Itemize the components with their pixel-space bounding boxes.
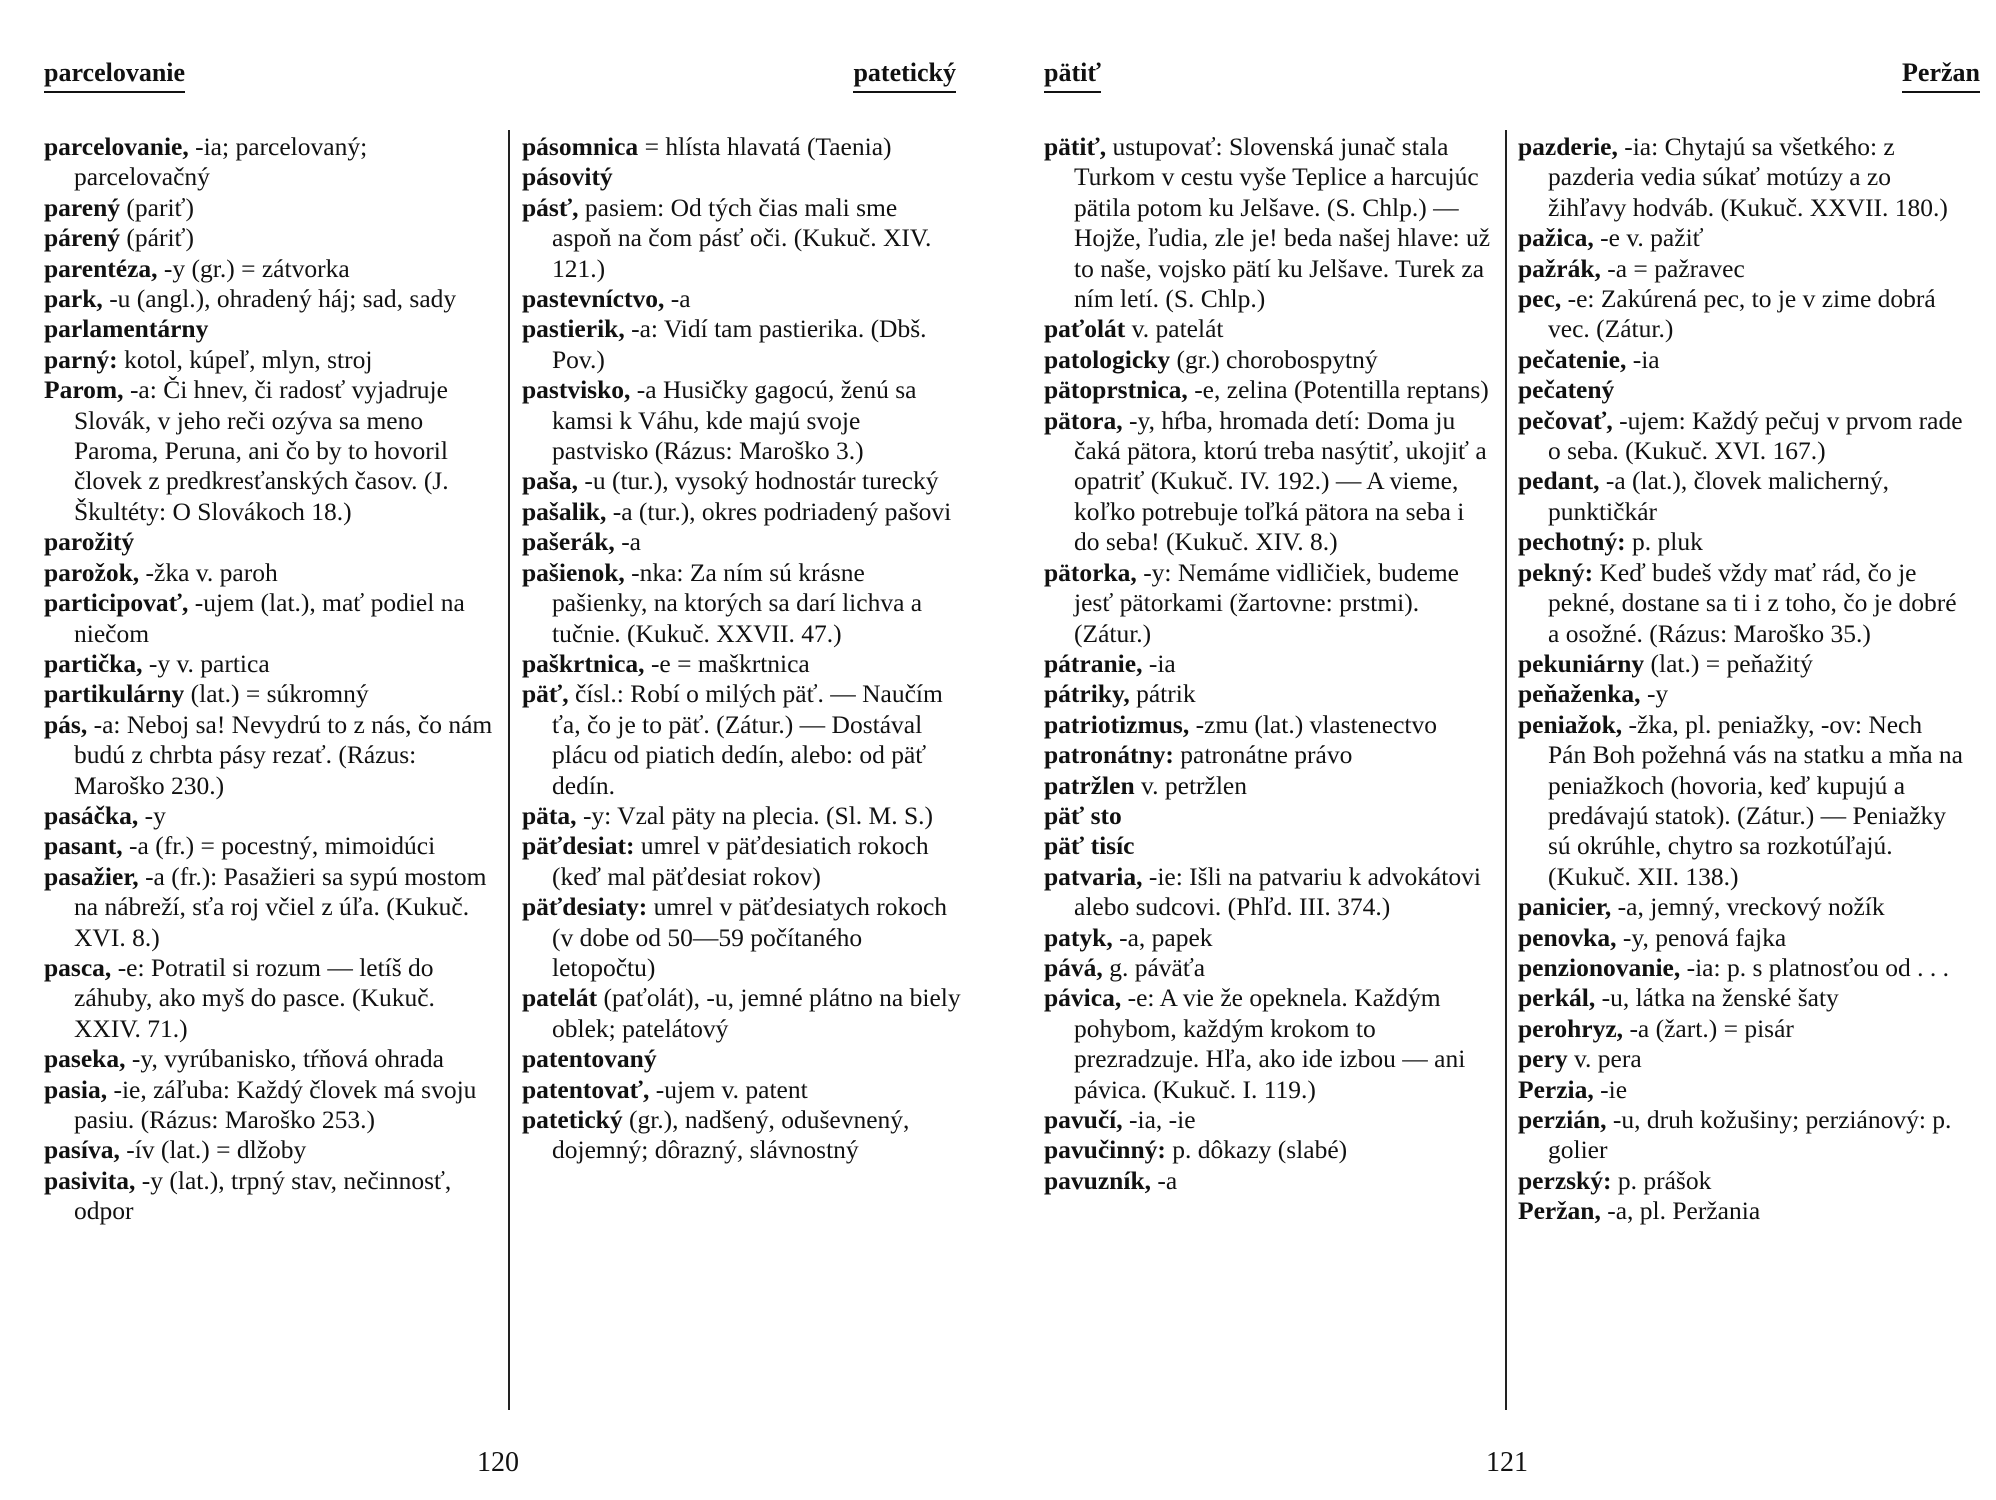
entry-headword: pechotný: [1518, 527, 1626, 557]
entry-definition: patronátne právo [1173, 740, 1353, 770]
entry-definition: -a (lat.), človek malicherný, punktičkár [1548, 466, 1890, 526]
entry-headword: pás, [44, 709, 88, 739]
entry-definition: -ia [1142, 648, 1176, 678]
dictionary-entry [522, 649, 962, 679]
entry-headword: pavučinný: [1044, 1135, 1166, 1165]
entry-definition: -a (fr.) = pocestný, mimoidúci [122, 831, 436, 861]
dictionary-entry [1518, 1044, 1964, 1074]
entry-headword: pašerák, [522, 527, 615, 557]
entry-headword: pátriky, [1044, 679, 1130, 709]
entry-headword: panicier, [1518, 892, 1612, 922]
dictionary-entry [44, 284, 496, 314]
dictionary-entry [44, 314, 496, 344]
entry-headword: pásť, [522, 192, 579, 222]
entry-headword: Peržan, [1518, 1196, 1601, 1226]
dictionary-entry [44, 679, 496, 709]
running-head-right: patetický [853, 58, 956, 93]
entry-headword: pekný: [1518, 557, 1594, 587]
entry-headword: Parom, [44, 375, 124, 405]
entry-definition: -nka: Za ním sú krásne pašienky, na ktorých sa darí lichva a tučnie. (Kukuč. XXVII. 47.) [552, 557, 923, 648]
dictionary-entry [44, 1044, 496, 1074]
entry-headword: pečovať, [1518, 405, 1613, 435]
entry-headword: pekuniárny [1518, 648, 1645, 678]
entry-headword: patržlen [1044, 770, 1135, 800]
entry-headword: pastevníctvo, [522, 284, 665, 314]
dictionary-entry [44, 223, 496, 253]
dictionary-entry [1518, 923, 1964, 953]
entry-definition: (pariť) [120, 192, 194, 222]
entry-definition: (gr.), nadšený, oduševnený, dojemný; dôrazný, slávnostný [552, 1105, 910, 1165]
entry-definition: -ia; parcelovaný; parcelovačný [74, 132, 368, 192]
entry-headword: pätora, [1044, 405, 1123, 435]
dictionary-entry [1044, 345, 1492, 375]
dictionary-entry [522, 983, 962, 1044]
entry-definition: (lat.) = súkromný [184, 679, 369, 709]
entry-definition: -a [614, 527, 641, 557]
dictionary-entry [1518, 1105, 1964, 1166]
entry-definition: umrel v päťdesiatych rokoch (v dobe od 50—59 počítaného letopočtu) [552, 892, 948, 982]
entry-definition: -a: Vidí tam pastierika. (Dbš. Pov.) [552, 314, 927, 374]
dictionary-entry [1518, 558, 1964, 649]
entry-headword: perkál, [1518, 983, 1596, 1013]
entry-headword: perzián, [1518, 1105, 1607, 1134]
entry-headword: pasáčka, [44, 800, 139, 830]
entry-headword: Perzia, [1518, 1074, 1594, 1104]
entry-definition: Keď budeš vždy mať rád, čo je pekné, dostane sa ti i z toho, čo je dobré a osožné. (Rázus: Maroško 35.) [1548, 557, 1957, 648]
dictionary-entry [1518, 649, 1964, 679]
entry-headword: pätiť, [1044, 132, 1107, 161]
entry-definition: -žka, pl. peniažky, -ov: Nech Pán Boh požehná vás na statku a mňa na peniažkoch (hovoria, keď kupujú a predávajú statok). (Zátur.) — Peniažky sú okrúhle, chytro sa rozkotúľajú. (Kukuč. XII. 138.) [1548, 709, 1963, 891]
right-page [1000, 0, 1996, 1500]
entry-definition: -ujem: Každý pečuj v prvom rade o seba. (Kukuč. XVI. 167.) [1548, 405, 1963, 466]
entry-headword: paša, [522, 466, 578, 496]
entry-headword: pašalik, [522, 496, 607, 526]
entry-definition: -e, zelina (Potentilla reptans) [1187, 375, 1489, 405]
entry-headword: pastierik, [522, 314, 625, 344]
dictionary-entry [44, 558, 496, 588]
entry-headword: pasca, [44, 952, 112, 982]
dictionary-entry [522, 1044, 962, 1074]
entry-definition: -e: Potratil si rozum — letíš do záhuby, ako myš do pasce. (Kukuč. XXIV. 71.) [74, 952, 435, 1043]
entry-headword: parený [44, 192, 121, 222]
dictionary-entry [1044, 710, 1492, 740]
dictionary-entry [522, 1105, 962, 1166]
entry-headword: pažrák, [1518, 253, 1601, 283]
dictionary-entry [1518, 375, 1964, 405]
entry-headword: párený [44, 223, 121, 253]
entry-definition: kotol, kúpeľ, mlyn, stroj [117, 344, 373, 374]
entry-headword: patentovaný [522, 1044, 657, 1074]
entry-headword: pávica, [1044, 983, 1122, 1013]
page-number: 121 [1486, 1447, 1528, 1478]
dictionary-entry [1518, 345, 1964, 375]
entry-definition: -a (fr.): Pasažieri sa sypú mostom na nábreží, sťa roj včiel z úľa. (Kukuč. XVI. 8.) [74, 861, 487, 952]
entry-definition: -y v. partica [142, 648, 270, 678]
entry-headword: pečatený [1518, 375, 1615, 405]
entry-definition: g. páväťa [1102, 952, 1206, 982]
entry-headword: parentéza, [44, 253, 158, 283]
dictionary-entry [44, 1135, 496, 1165]
entry-headword: park, [44, 284, 103, 314]
right-page-column-2 [1518, 132, 1964, 1227]
entry-definition: -e = maškrtnica [644, 648, 810, 678]
entry-headword: perohryz, [1518, 1013, 1624, 1043]
dictionary-entry [1518, 1196, 1964, 1226]
entry-headword: patyk, [1044, 922, 1113, 952]
dictionary-entry [522, 284, 962, 314]
entry-headword: pec, [1518, 284, 1562, 314]
entry-headword: parný: [44, 344, 118, 374]
entry-definition: (gr.) chorobospytný [1170, 344, 1378, 374]
dictionary-entry [44, 132, 496, 193]
entry-headword: pery [1518, 1044, 1568, 1074]
entry-definition: (lat.) = peňažitý [1644, 648, 1813, 678]
entry-definition: -ív (lat.) = dlžoby [119, 1135, 307, 1165]
entry-headword: patologicky [1044, 344, 1171, 374]
dictionary-entry [1518, 406, 1964, 467]
entry-headword: päť tisíc [1044, 831, 1135, 861]
entry-definition: -a (tur.), okres podriadený pašovi [606, 496, 952, 526]
entry-headword: pätorka, [1044, 557, 1137, 587]
entry-definition: čísl.: Robí o milých päť. — Naučím ťa, čo je to päť. (Zátur.) — Dostával plácu od piatich dedín, alebo: od päť dedín. [552, 679, 943, 800]
dictionary-entry [1518, 983, 1964, 1013]
entry-definition: -y: Nemáme vidličiek, budeme jesť pätorkami (žartovne: prstmi). (Zátur.) [1074, 557, 1459, 648]
entry-definition: umrel v päťdesiatich rokoch (keď mal päťdesiat rokov) [552, 831, 929, 891]
entry-definition: -ie, záľuba: Každý človek má svoju pasiu. (Rázus: Maroško 253.) [74, 1074, 477, 1134]
entry-definition: -ie: Išli na patvariu k advokátovi alebo sudcovi. (Phľd. III. 374.) [1074, 861, 1481, 922]
entry-headword: pažica, [1518, 223, 1594, 253]
dictionary-entry [522, 314, 962, 375]
dictionary-entry [1518, 527, 1964, 557]
dictionary-entry [44, 649, 496, 679]
left-page-column-2 [522, 132, 962, 1166]
entry-headword: parcelovanie, [44, 132, 189, 161]
entry-definition: -ia, -ie [1122, 1105, 1196, 1134]
dictionary-entry [44, 831, 496, 861]
entry-definition: -e: A vie že opeknela. Každým pohybom, každým krokom to prezradzuje. Hľa, ako ide izbou — ani pávica. (Kukuč. I. 119.) [1074, 983, 1466, 1104]
dictionary-entry [44, 710, 496, 801]
dictionary-entry [1044, 375, 1492, 405]
entry-definition: -y, vyrúbanisko, tŕňová ohrada [125, 1044, 444, 1074]
entry-definition: -u, látka na ženské šaty [1595, 983, 1839, 1013]
dictionary-entry [522, 497, 962, 527]
entry-definition: -ia: Chytajú sa všetkého: z pazderia vedia súkať motúzy a zo žihľavy hodváb. (Kukuč. XXVII. 180.) [1548, 132, 1948, 222]
dictionary-entry [44, 254, 496, 284]
dictionary-entry [1044, 983, 1492, 1105]
entry-definition: -u, druh kožušiny; perziánový: p. golier [1548, 1105, 1952, 1165]
entry-definition: (paťolát), -u, jemné plátno na biely oblek; patelátový [552, 983, 961, 1043]
entry-headword: pašienok, [522, 557, 625, 587]
entry-headword: paseka, [44, 1044, 126, 1074]
right-page-column-1 [1044, 132, 1492, 1196]
entry-definition: -zmu (lat.) vlastenectvo [1189, 709, 1438, 739]
entry-definition: p. prášok [1611, 1165, 1712, 1195]
entry-headword: partikulárny [44, 679, 185, 709]
dictionary-entry [522, 193, 962, 284]
entry-definition: (páriť) [120, 223, 194, 253]
dictionary-entry [44, 375, 496, 527]
left-page-column-1 [44, 132, 496, 1227]
dictionary-entry [522, 831, 962, 892]
dictionary-entry [44, 193, 496, 223]
entry-headword: penzionovanie, [1518, 952, 1681, 982]
entry-headword: päta, [522, 800, 577, 830]
entry-definition: -a (žart.) = pisár [1623, 1013, 1794, 1043]
entry-headword: penovka, [1518, 922, 1617, 952]
entry-definition: -a Husičky gagocú, ženú sa kamsi k Váhu, kde majú svoje pastvisko (Rázus: Maroško 3.) [552, 375, 917, 466]
entry-definition: pasiem: Od tých čias mali sme aspoň na čom pásť oči. (Kukuč. XIV. 121.) [552, 192, 932, 283]
entry-headword: pečatenie, [1518, 344, 1627, 374]
entry-definition: -y, hŕba, hromada detí: Doma ju čaká pätora, ktorú treba nasýtiť, ukojiť a opatriť (Kukuč. IV. 192.) — A vieme, koľko potrebuje toľká pätora na seba i do seba! (Kukuč. XIV. 8.) [1074, 405, 1487, 557]
dictionary-entry [522, 679, 962, 801]
entry-headword: pätoprstnica, [1044, 375, 1188, 405]
entry-definition: -y [138, 800, 166, 830]
entry-definition: -y [1640, 679, 1669, 709]
dictionary-entry [522, 527, 962, 557]
entry-headword: pasia, [44, 1074, 108, 1104]
dictionary-entry [522, 892, 962, 983]
dictionary-entry [1518, 466, 1964, 527]
entry-definition: -žka v. paroh [139, 557, 278, 587]
entry-headword: peniažok, [1518, 709, 1623, 739]
entry-definition: = hlísta hlavatá (Taenia) [638, 132, 892, 161]
dictionary-entry [44, 588, 496, 649]
entry-definition: -a [664, 284, 691, 314]
entry-definition: -a, pl. Peržania [1600, 1196, 1761, 1226]
dictionary-entry [1518, 892, 1964, 922]
entry-definition: ustupovať: Slovenská junač stala Turkom v cestu vyše Teplice a harcujúc pätila potom ku Jelšave. (S. Chlp.) — Hojže, ľudia, zle je! beda našej hlave: už to naše, vojsko pätí ku Jelšave. Turek za ním letí. (S. Chlp.) [1074, 132, 1491, 314]
entry-definition: -ia [1626, 344, 1660, 374]
entry-headword: patetický [522, 1105, 623, 1134]
dictionary-entry [1044, 1135, 1492, 1165]
entry-headword: patelát [522, 983, 598, 1013]
entry-definition: -ujem v. patent [649, 1074, 808, 1104]
dictionary-entry [1518, 223, 1964, 253]
entry-headword: partička, [44, 648, 143, 678]
dictionary-entry [522, 132, 962, 162]
dictionary-entry [1518, 132, 1964, 223]
entry-headword: pátranie, [1044, 648, 1143, 678]
column-divider [1505, 130, 1507, 1410]
entry-headword: pavuzník, [1044, 1165, 1152, 1195]
entry-headword: pavučí, [1044, 1105, 1123, 1134]
dictionary-entry [1044, 862, 1492, 923]
dictionary-entry [1518, 1075, 1964, 1105]
dictionary-entry [1044, 923, 1492, 953]
entry-headword: patentovať, [522, 1074, 650, 1104]
dictionary-entry [1518, 1014, 1964, 1044]
dictionary-entry [1044, 771, 1492, 801]
entry-headword: parlamentárny [44, 314, 209, 344]
dictionary-entry [1518, 1166, 1964, 1196]
entry-definition: -ia: p. s platnosťou od . . . [1680, 952, 1949, 982]
dictionary-entry [1044, 314, 1492, 344]
dictionary-entry [522, 558, 962, 649]
entry-headword: paškrtnica, [522, 648, 645, 678]
entry-definition: pátrik [1129, 679, 1196, 709]
dictionary-entry [1044, 1105, 1492, 1135]
dictionary-entry [1044, 558, 1492, 649]
running-head-left: pätiť [1044, 58, 1101, 93]
entry-headword: pasažier, [44, 861, 139, 891]
dictionary-entry [1044, 406, 1492, 558]
dictionary-entry [44, 862, 496, 953]
entry-headword: pedant, [1518, 466, 1600, 496]
entry-headword: päť sto [1044, 800, 1122, 830]
dictionary-entry [1044, 132, 1492, 314]
dictionary-entry [44, 1075, 496, 1136]
entry-definition: -y: Vzal päty na plecia. (Sl. M. S.) [576, 800, 934, 830]
entry-headword: peňaženka, [1518, 679, 1641, 709]
dictionary-entry [1044, 740, 1492, 770]
entry-headword: perzský: [1518, 1165, 1612, 1195]
dictionary-entry [1518, 679, 1964, 709]
entry-definition: p. pluk [1625, 527, 1703, 557]
dictionary-entry [44, 801, 496, 831]
dictionary-entry [522, 162, 962, 192]
dictionary-entry [44, 1166, 496, 1227]
dictionary-entry [44, 527, 496, 557]
dictionary-entry [1044, 1166, 1492, 1196]
entry-headword: päť, [522, 679, 569, 709]
entry-headword: pásovitý [522, 162, 613, 192]
column-divider [508, 130, 510, 1410]
entry-definition: v. patelát [1125, 314, 1224, 344]
entry-headword: paťolát [1044, 314, 1126, 344]
entry-definition: v. petržlen [1134, 770, 1247, 800]
entry-headword: patriotizmus, [1044, 709, 1190, 739]
entry-headword: pasíva, [44, 1135, 120, 1165]
entry-definition: -u (angl.), ohradený háj; sad, sady [102, 284, 457, 314]
dictionary-entry [1044, 679, 1492, 709]
entry-definition: p. dôkazy (slabé) [1165, 1135, 1348, 1165]
dictionary-entry [1044, 953, 1492, 983]
entry-definition: -e v. pažiť [1593, 223, 1704, 253]
entry-headword: pasivita, [44, 1165, 136, 1195]
entry-definition: -a [1151, 1165, 1178, 1195]
entry-headword: pásomnica [522, 132, 639, 161]
entry-definition: -a, jemný, vreckový nožík [1611, 892, 1885, 922]
entry-definition: -ujem (lat.), mať podiel na niečom [74, 588, 465, 648]
dictionary-entry [1518, 953, 1964, 983]
entry-definition: -ie [1593, 1074, 1628, 1104]
entry-headword: pasant, [44, 831, 123, 861]
entry-definition: -a: Neboj sa! Nevydrú to z nás, čo nám budú z chrbta pásy rezať. (Rázus: Maroško 230.) [74, 709, 493, 800]
dictionary-entry [1518, 710, 1964, 892]
dictionary-entry [522, 1075, 962, 1105]
entry-headword: participovať, [44, 588, 189, 618]
dictionary-entry [1518, 284, 1964, 345]
entry-headword: patronátny: [1044, 740, 1174, 770]
entry-definition: -y, penová fajka [1616, 922, 1787, 952]
entry-definition: -a: Či hnev, či radosť vyjadruje Slovák, v jeho reči ozýva sa meno Paroma, Peruna, ani čo by to hovoril človek z predkresťanských časov. (J. Škultéty: O Slovákoch 18.) [74, 375, 449, 526]
running-head-left: parcelovanie [44, 58, 185, 93]
dictionary-entry [1044, 801, 1492, 831]
dictionary-entry [1044, 831, 1492, 861]
running-head-right: Peržan [1902, 58, 1980, 93]
page-number: 120 [477, 1447, 519, 1478]
dictionary-entry [522, 466, 962, 496]
entry-headword: pazderie, [1518, 132, 1618, 161]
entry-definition: -e: Zakúrená pec, to je v zime dobrá vec. (Zátur.) [1548, 284, 1936, 344]
entry-definition: -a = pažravec [1600, 253, 1745, 283]
entry-headword: päťdesiaty: [522, 892, 648, 922]
dictionary-entry [1044, 649, 1492, 679]
entry-definition: -y (lat.), trpný stav, nečinnosť, odpor [74, 1165, 452, 1226]
entry-definition: -a, papek [1112, 922, 1213, 952]
dictionary-entry [522, 375, 962, 466]
entry-headword: parožok, [44, 557, 140, 587]
entry-definition: -y (gr.) = zátvorka [157, 253, 350, 283]
entry-definition: -u (tur.), vysoký hodnostár turecký [577, 466, 939, 496]
entry-headword: pává, [1044, 952, 1103, 982]
entry-headword: pastvisko, [522, 375, 631, 405]
entry-headword: päťdesiat: [522, 831, 635, 861]
entry-headword: patvaria, [1044, 861, 1143, 891]
dictionary-entry [44, 953, 496, 1044]
entry-definition: v. pera [1567, 1044, 1642, 1074]
dictionary-entry [44, 345, 496, 375]
dictionary-entry [1518, 254, 1964, 284]
dictionary-entry [522, 801, 962, 831]
entry-headword: parožitý [44, 527, 135, 557]
